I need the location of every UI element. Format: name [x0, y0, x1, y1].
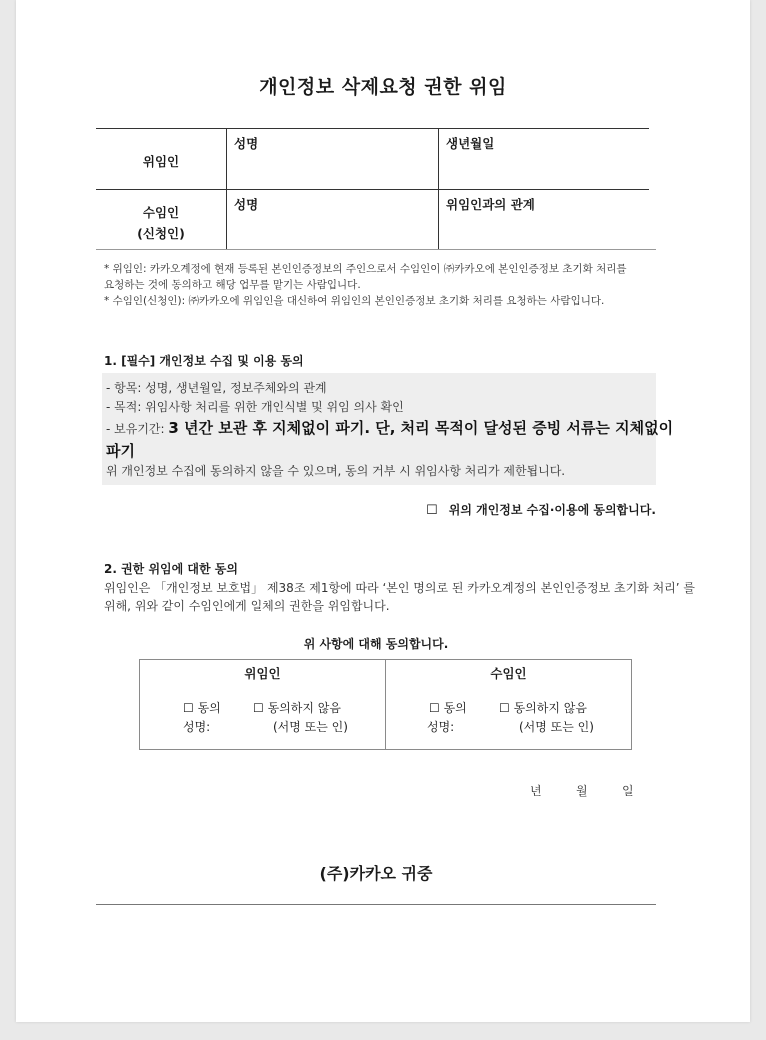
delegate-disagree-option[interactable]: ☐ 동의하지 않음 — [499, 701, 587, 715]
table-col-divider — [438, 128, 439, 249]
retention-period-cont: 파기 — [106, 442, 135, 460]
consent-delegate-title: 수임인 — [490, 666, 527, 681]
note-delegate: * 수임인(신청인): ㈜카카오에 위임인을 대신하여 위임인의 본인인증정보 초기화 처리를 요청하는 사람입니다. — [104, 295, 605, 307]
consent-heading: 위 사항에 대해 동의합니다. — [303, 637, 449, 651]
delegate-name-label: 성명 — [234, 197, 259, 212]
note-delegator-cont: 요청하는 것에 동의하고 해당 업무를 맡기는 사람입니다. — [104, 279, 361, 291]
recipient-line: (주)카카오 귀중 — [319, 864, 433, 883]
consent-delegator-title: 위임인 — [244, 666, 281, 681]
delegator-disagree-option[interactable]: ☐ 동의하지 않음 — [253, 701, 341, 715]
agree-text: 위의 개인정보 수집·이용에 동의합니다. — [448, 503, 656, 517]
table-top-rule — [96, 128, 649, 129]
delegate-sign-label: 성명: — [427, 720, 455, 734]
delegate-label: 수임인 — [142, 205, 180, 220]
date-day: 일 — [622, 784, 634, 798]
delegate-label-sub: (신청인) — [137, 226, 185, 241]
delegate-relation-label: 위임인과의 관계 — [446, 197, 535, 212]
retention-period: 3 년간 보관 후 지체없이 파기. 단, 처리 목적이 달성된 증빙 서류는 지체없이 — [168, 419, 674, 437]
delegate-sign-hint: (서명 또는 인) — [519, 720, 594, 734]
retention-label: - 보유기간: — [106, 422, 169, 436]
section1-item: - 항목: 성명, 생년월일, 정보주체와의 관계 — [106, 381, 327, 395]
note-delegator: * 위임인: 카카오계정에 현재 등록된 본인인증정보의 주인으로서 수임인이 ㈜카카오에 본인인증정보 초기화 처리를 — [104, 263, 627, 275]
delegate-agree-option[interactable]: ☐ 동의 — [429, 701, 467, 715]
section1-retention — [106, 417, 673, 438]
document-page — [16, 0, 750, 1022]
delegator-sign-label: 성명: — [183, 720, 211, 734]
document-title: 개인정보 삭제요청 권한 위임 — [259, 76, 507, 98]
date-year: 년 — [530, 784, 542, 798]
footer-rule — [96, 904, 656, 905]
delegator-name-label: 성명 — [234, 136, 259, 151]
table-col-divider — [226, 128, 227, 249]
table-bottom-rule — [96, 249, 656, 250]
table-mid-rule — [96, 189, 649, 190]
section1-agree[interactable] — [426, 499, 656, 518]
section1-heading: 1. [필수] 개인정보 수집 및 이용 동의 — [104, 354, 304, 368]
date-month: 월 — [576, 784, 588, 798]
section2-text: 위임인은 「개인정보 보호법」 제38조 제1항에 따라 ‘본인 명의로 된 카카오계정의 본인인증정보 초기화 처리’ 를 — [104, 581, 695, 595]
delegator-agree-option[interactable]: ☐ 동의 — [183, 701, 221, 715]
section2-heading: 2. 권한 위임에 대한 동의 — [104, 562, 238, 576]
agree-checkbox[interactable]: ☐ — [426, 503, 438, 518]
section2-text: 위해, 위와 같이 수임인에게 일체의 권한을 위임합니다. — [104, 599, 390, 613]
delegator-sign-hint: (서명 또는 인) — [273, 720, 348, 734]
section1-item: - 목적: 위임사항 처리를 위한 개인식별 및 위임 의사 확인 — [106, 400, 404, 414]
delegator-label: 위임인 — [142, 154, 180, 169]
section1-refusal-note: 위 개인정보 수집에 동의하지 않을 수 있으며, 동의 거부 시 위임사항 처리가 제한됩니다. — [106, 464, 566, 478]
delegator-birth-label: 생년월일 — [446, 136, 495, 151]
